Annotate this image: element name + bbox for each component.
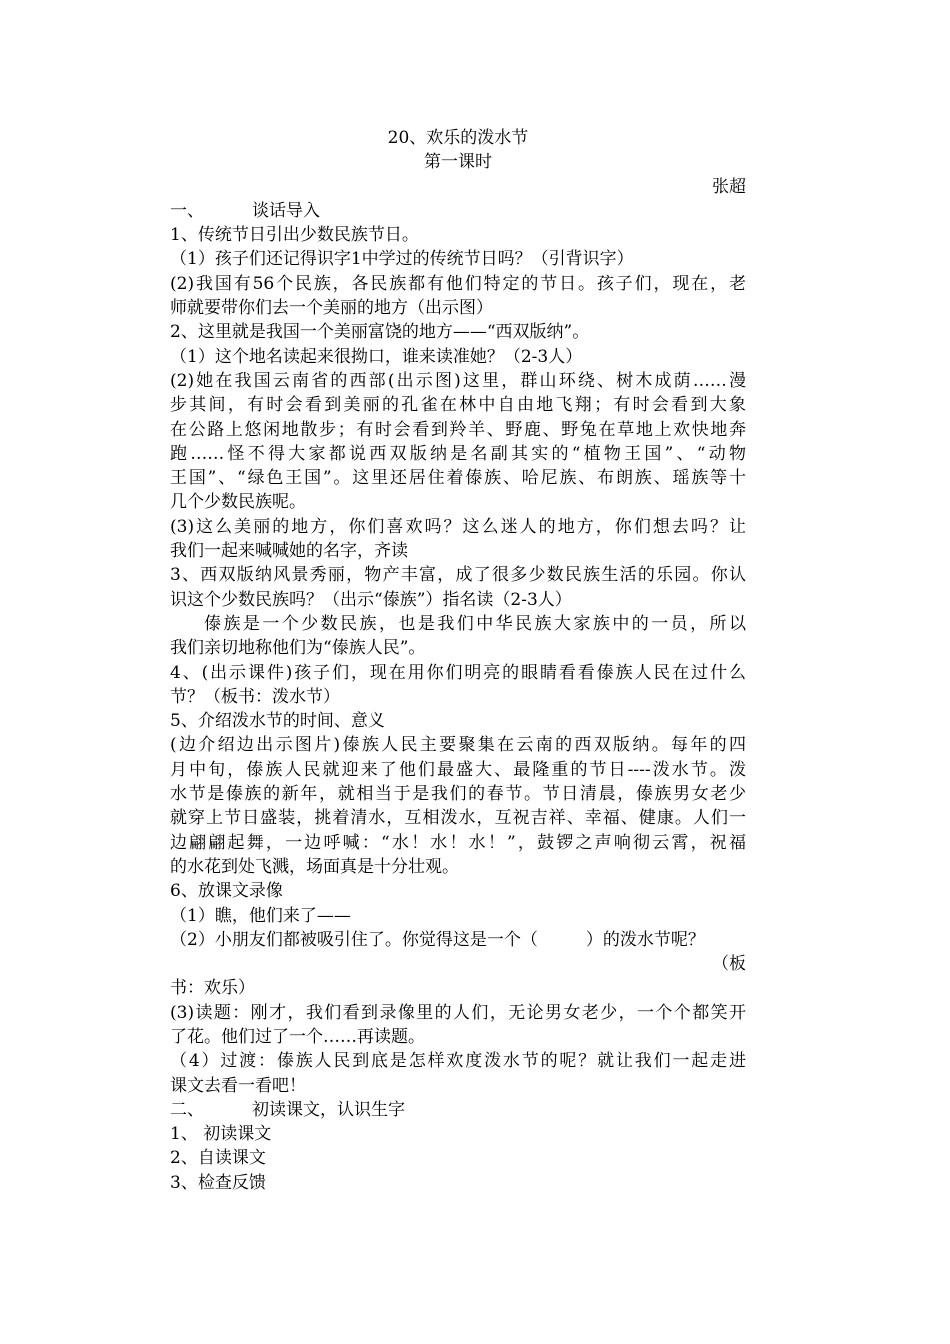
paragraph-line: 1、 初读课文 bbox=[170, 1124, 272, 1145]
paragraph-line: 在公路上悠闲地散步；有时会看到羚羊、野鹿、野兔在草地上欢快地奔 bbox=[170, 419, 746, 440]
paragraph-line: 书：欢乐） bbox=[170, 978, 255, 999]
paragraph-line: 节？（板书：泼水节） bbox=[170, 686, 340, 707]
paragraph-line: 我们一起来喊喊她的名字，齐读 bbox=[170, 541, 408, 562]
sentence-part: ）的泼水节呢？ bbox=[585, 929, 705, 950]
paragraph-line: 月中旬，傣族人民就迎来了他们最盛大、最隆重的节日----泼水节。泼 bbox=[170, 759, 746, 780]
paragraph-line: 4、(出示课件)孩子们，现在用你们明亮的眼睛看看傣族人民在过什么 bbox=[170, 662, 746, 683]
paragraph-line: 边翩翩起舞，一边呼喊：“水！水！水！”，鼓锣之声响彻云霄，祝福 bbox=[170, 832, 746, 853]
paragraph-line-with-blank bbox=[170, 928, 746, 952]
paragraph-line: (3)这么美丽的地方，你们喜欢吗？这么迷人的地方，你们想去吗？让 bbox=[170, 516, 746, 537]
section-title: 初读课文，认识生字 bbox=[252, 1099, 405, 1120]
section-heading-2 bbox=[170, 1098, 746, 1122]
paragraph-line: （1）这个地名读起来很拗口，谁来读准她？（2-3人） bbox=[170, 346, 583, 367]
paragraph-line: 课文去看一看吧！ bbox=[170, 1075, 306, 1096]
document-title: 20、欢乐的泼水节 bbox=[387, 128, 529, 148]
paragraph-line: 2、这里就是我国一个美丽富饶的地方——“西双版纳”。 bbox=[170, 322, 590, 343]
paragraph-line: 王国”、“绿色王国”。这里还居住着傣族、哈尼族、布朗族、瑶族等十 bbox=[170, 468, 746, 489]
paragraph-line: 6、放课文录像 bbox=[170, 881, 283, 902]
paragraph-line: (2)她在我国云南省的西部(出示图)这里，群山环绕、树木成荫……漫 bbox=[170, 370, 746, 391]
paragraph-line: 傣族是一个少数民族，也是我们中华民族大家族中的一员，所以 bbox=[204, 613, 746, 634]
paragraph-line: 水节是傣族的新年，就相当于是我们的春节。节日清晨，傣族男女老少 bbox=[170, 784, 746, 805]
document-subtitle: 第一课时 bbox=[424, 152, 492, 173]
paragraph-line: 几个少数民族呢。 bbox=[170, 492, 306, 513]
author-name: 张超 bbox=[712, 176, 746, 197]
paragraph-line: 跑……怪不得大家都说西双版纳是名副其实的“植物王国”、“动物 bbox=[170, 443, 746, 464]
paragraph-line: 我们亲切地称他们为“傣族人民”。 bbox=[170, 638, 426, 659]
paragraph-line: （板 bbox=[712, 954, 746, 975]
paragraph-line: 2、自读课文 bbox=[170, 1148, 266, 1169]
paragraph-line: 3、西双版纳风景秀丽，物产丰富，成了很多少数民族生活的乐园。你认 bbox=[170, 565, 746, 586]
paragraph-line: 师就要带你们去一个美丽的地方（出示图） bbox=[170, 298, 493, 319]
paragraph-line: (2)我国有56个民族，各民族都有他们特定的节日。孩子们，现在，老 bbox=[170, 273, 746, 294]
document-page bbox=[170, 126, 746, 1195]
paragraph-line: 3、检查反馈 bbox=[170, 1172, 266, 1193]
paragraph-line: 5、介绍泼水节的时间、意义 bbox=[170, 711, 385, 732]
paragraph-line: 1、传统节日引出少数民族节日。 bbox=[170, 225, 419, 246]
section-number: 一、 bbox=[170, 200, 204, 221]
paragraph-line: 的水花到处飞溅，场面真是十分壮观。 bbox=[170, 856, 459, 877]
section-number: 二、 bbox=[170, 1099, 204, 1120]
paragraph-line: 识这个少数民族吗？（出示“傣族”）指名读（2-3人） bbox=[170, 589, 572, 610]
paragraph-line: 了花。他们过了一个……再读题。 bbox=[170, 1026, 425, 1047]
paragraph-line: (边介绍边出示图片)傣族人民主要聚集在云南的西双版纳。每年的四 bbox=[170, 735, 746, 756]
paragraph-line: 就穿上节日盛装，挑着清水，互相泼水，互祝吉祥、幸福、健康。人们一 bbox=[170, 808, 746, 829]
paragraph-line: （1）孩子们还记得识字1中学过的传统节日吗？（引背识字） bbox=[170, 249, 634, 270]
section-title: 谈话导入 bbox=[252, 200, 320, 221]
section-heading-1 bbox=[170, 199, 746, 223]
paragraph-line: (3)读题：刚才，我们看到录像里的人们，无论男女老少，一个个都笑开 bbox=[170, 1002, 746, 1023]
paragraph-line: 步其间，有时会看到美丽的孔雀在林中自由地飞翔；有时会看到大象 bbox=[170, 395, 746, 416]
paragraph-line: （1）瞧，他们来了—— bbox=[170, 905, 351, 926]
paragraph-line: （4）过渡：傣族人民到底是怎样欢度泼水节的呢？就让我们一起走进 bbox=[170, 1051, 746, 1072]
sentence-part: （2）小朋友们都被吸引住了。你觉得这是一个（ bbox=[170, 929, 538, 950]
